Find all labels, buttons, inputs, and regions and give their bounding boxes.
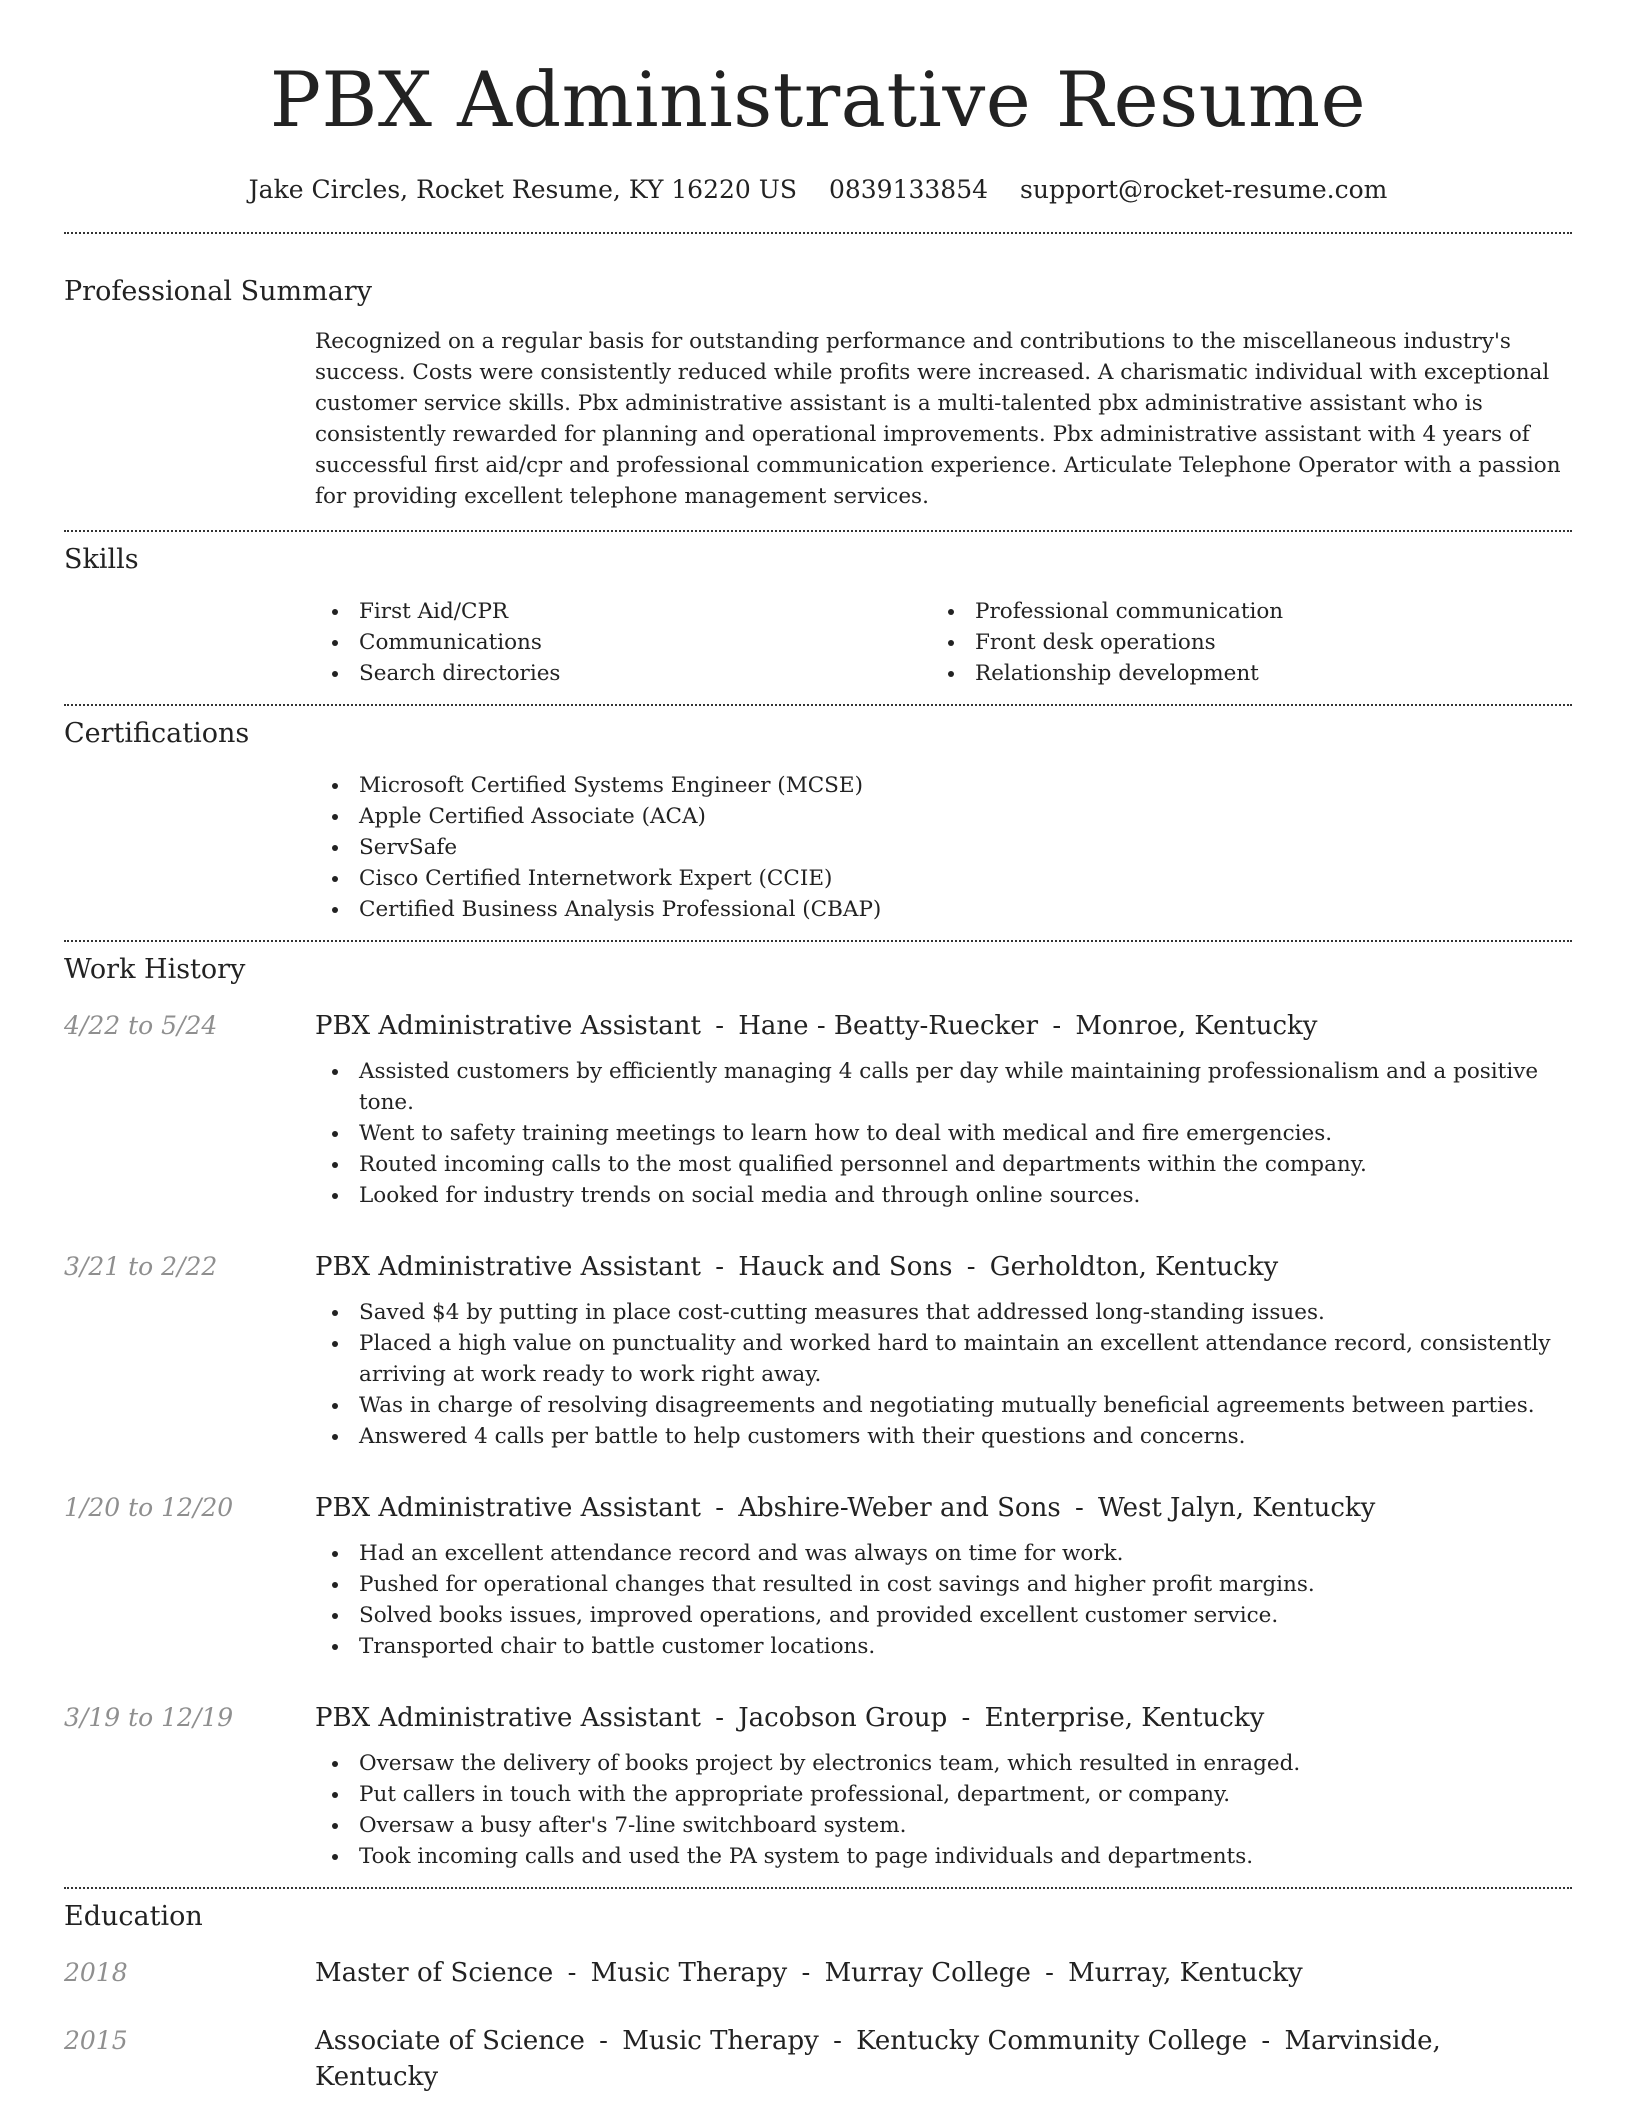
section-title-skills: Skills <box>64 544 139 575</box>
section-title-education: Education <box>64 1901 203 1932</box>
work-entry <box>64 1008 1572 1211</box>
certification-item: Certified Business Analysis Professional (CBAP) <box>315 894 1572 925</box>
job-title: PBX Administrative Assistant <box>315 1493 701 1523</box>
resume-page <box>64 0 1572 2112</box>
separator: - <box>715 1011 724 1041</box>
contact-address: Jake Circles, Rocket Resume, KY 16220 US <box>248 175 797 204</box>
divider <box>64 1887 1572 1889</box>
work-section <box>64 952 1572 1872</box>
education-degree: Master of Science <box>315 1958 554 1988</box>
divider <box>64 232 1572 234</box>
work-bullet: Had an excellent attendance record and was always on time for work. <box>315 1538 1572 1569</box>
separator: - <box>833 2026 842 2056</box>
work-bullet: Oversaw a busy after's 7-line switchboard system. <box>315 1810 1572 1841</box>
work-bullet: Assisted customers by efficiently managing 4 calls per day while maintaining professionalism and a positive tone. <box>315 1056 1572 1118</box>
certifications-list <box>315 770 1572 925</box>
work-bullet: Routed incoming calls to the most qualified personnel and departments within the company. <box>315 1149 1572 1180</box>
education-field: Music Therapy <box>590 1958 788 1988</box>
certification-item: ServSafe <box>315 832 1572 863</box>
job-company: Hauck and Sons <box>738 1252 953 1282</box>
education-location: Murray, Kentucky <box>1068 1958 1303 1988</box>
certification-item: Microsoft Certified Systems Engineer (MCSE) <box>315 770 1572 801</box>
job-location: Monroe, Kentucky <box>1075 1011 1318 1041</box>
contact-info <box>64 170 1572 210</box>
education-section <box>64 1899 1572 2095</box>
education-heading <box>315 2023 1572 2095</box>
summary-section <box>64 274 1572 512</box>
job-title: PBX Administrative Assistant <box>315 1252 701 1282</box>
certifications-section <box>64 716 1572 925</box>
education-school: Kentucky Community College <box>856 2026 1248 2056</box>
certification-item: Apple Certified Associate (ACA) <box>315 801 1572 832</box>
skill-item: First Aid/CPR <box>315 596 931 627</box>
work-heading <box>315 1490 1572 1526</box>
work-bullets <box>315 1056 1572 1211</box>
separator: - <box>1052 1011 1062 1041</box>
page-title: PBX Administrative Resume <box>269 55 1367 144</box>
section-title-summary: Professional Summary <box>64 276 372 307</box>
skills-grid <box>315 596 1572 689</box>
work-bullets <box>315 1748 1572 1872</box>
section-title-certifications: Certifications <box>64 718 250 749</box>
separator: - <box>599 2026 608 2056</box>
divider <box>64 940 1572 942</box>
work-date: 3/19 to 12/19 <box>64 1703 234 1732</box>
job-title: PBX Administrative Assistant <box>315 1703 701 1733</box>
work-bullet: Placed a high value on punctuality and worked hard to maintain an excellent attendance record, consistently arriving at work ready to work right away. <box>315 1328 1572 1390</box>
job-company: Hane - Beatty-Ruecker <box>738 1011 1039 1041</box>
education-year: 2018 <box>64 1958 128 1987</box>
education-degree: Associate of Science <box>315 2026 585 2056</box>
work-bullet: Went to safety training meetings to learn how to deal with medical and fire emergencies. <box>315 1118 1572 1149</box>
work-entry <box>64 1249 1572 1452</box>
summary-text: Recognized on a regular basis for outstanding performance and contributions to the miscellaneous industry's success. Costs were consistently reduced while profits were increased. A charismatic individual with exceptional customer service skills. Pbx administrative assistant is a multi-talented pbx administrative assistant who is consistently rewarded for planning and operational improvements. Pbx administrative assistant with 4 years of successful first aid/cpr and professional communication experience. Articulate Telephone Operator with a passion for providing excellent telephone management services. <box>315 329 1561 509</box>
work-bullet: Answered 4 calls per battle to help customers with their questions and concerns. <box>315 1421 1572 1452</box>
work-bullet: Oversaw the delivery of books project by electronics team, which resulted in enraged. <box>315 1748 1572 1779</box>
separator: - <box>1045 1958 1054 1988</box>
work-bullet: Saved $4 by putting in place cost-cutting measures that addressed long-standing issues. <box>315 1297 1572 1328</box>
skill-item: Search directories <box>315 658 931 689</box>
work-bullet: Transported chair to battle customer locations. <box>315 1631 1572 1662</box>
skill-item: Professional communication <box>931 596 1547 627</box>
contact-email: support@rocket-resume.com <box>1020 175 1388 204</box>
work-heading <box>315 1249 1572 1285</box>
education-school: Murray College <box>824 1958 1031 1988</box>
work-bullet: Looked for industry trends on social media and through online sources. <box>315 1180 1572 1211</box>
separator: - <box>966 1252 976 1282</box>
work-date: 4/22 to 5/24 <box>64 1011 218 1040</box>
work-bullet: Took incoming calls and used the PA system to page individuals and departments. <box>315 1841 1572 1872</box>
divider <box>64 530 1572 532</box>
education-entry <box>64 1955 1572 1991</box>
certification-item: Cisco Certified Internetwork Expert (CCIE) <box>315 863 1572 894</box>
education-entry <box>64 2023 1572 2095</box>
work-bullets <box>315 1538 1572 1662</box>
work-bullet: Pushed for operational changes that resulted in cost savings and higher profit margins. <box>315 1569 1572 1600</box>
separator: - <box>801 1958 811 1988</box>
work-date: 3/21 to 2/22 <box>64 1252 218 1281</box>
work-entry <box>64 1700 1572 1872</box>
work-bullet: Solved books issues, improved operations, and provided excellent customer service. <box>315 1600 1572 1631</box>
work-bullet: Was in charge of resolving disagreements and negotiating mutually beneficial agreements between parties. <box>315 1390 1572 1421</box>
job-location: Enterprise, Kentucky <box>984 1703 1265 1733</box>
work-bullet: Put callers in touch with the appropriate professional, department, or company. <box>315 1779 1572 1810</box>
education-year: 2015 <box>64 2026 128 2055</box>
separator: - <box>1261 2026 1271 2056</box>
separator: - <box>567 1958 577 1988</box>
separator: - <box>715 1703 724 1733</box>
skill-item: Front desk operations <box>931 627 1547 658</box>
skills-list-right <box>931 596 1547 689</box>
job-company: Abshire-Weber and Sons <box>738 1493 1061 1523</box>
separator: - <box>1074 1493 1084 1523</box>
education-field: Music Therapy <box>622 2026 819 2056</box>
contact-phone: 0839133854 <box>828 175 989 204</box>
skills-list-left <box>315 596 931 689</box>
work-heading <box>315 1700 1572 1736</box>
separator: - <box>961 1703 971 1733</box>
job-location: Gerholdton, Kentucky <box>989 1252 1279 1282</box>
work-heading <box>315 1008 1572 1044</box>
education-heading <box>315 1955 1572 1991</box>
job-title: PBX Administrative Assistant <box>315 1011 701 1041</box>
skills-section <box>64 542 1572 689</box>
work-entry <box>64 1490 1572 1662</box>
separator: - <box>715 1252 724 1282</box>
education-location: Marvinside, Kentucky <box>315 2026 1441 2092</box>
divider <box>64 704 1572 706</box>
work-date: 1/20 to 12/20 <box>64 1493 234 1522</box>
job-company: Jacobson Group <box>738 1703 948 1733</box>
job-location: West Jalyn, Kentucky <box>1098 1493 1376 1523</box>
skill-item: Communications <box>315 627 931 658</box>
skill-item: Relationship development <box>931 658 1547 689</box>
section-title-work: Work History <box>64 954 246 985</box>
work-bullets <box>315 1297 1572 1452</box>
separator: - <box>715 1493 724 1523</box>
